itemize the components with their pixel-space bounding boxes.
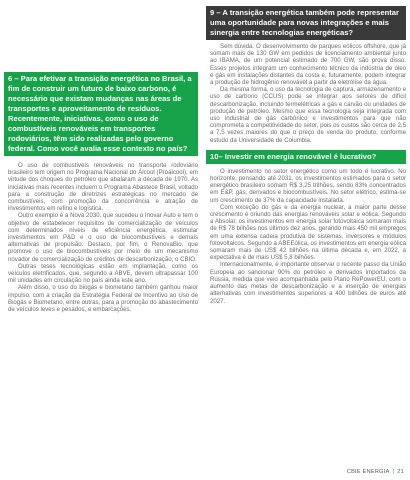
question-9-answer — [206, 43, 406, 144]
question-9-heading: 9 – A transição energética também pode representar uma oportunidade para novas integrações e mais sinergia entre tecnologias energéticas? — [206, 6, 406, 40]
paragraph: Sem dúvida. O desenvolvimento de parques eólicos offshore, que já somam mais de 130 GW em pedidos de licenciamento ambiental junto ao IBAMA, de um potencial estimado de 700 GW, são prova disso. Esses projetos integram um conhecimento técnico da indústria de óleo e gás em instalações distantes da costa e, futuramente, podem integrar a produção de hidrogênio renovável a partir da eletrólise da água. — [210, 43, 406, 87]
paragraph: Internacionalmente, é importante observar o recente passo da União Europeia ao sancionar 90% do petróleo e derivados importados da Rússia, medida que veio acompanhada pelo Plano RePowerEU, com o aumento das metas de descarbonização e a inserção de energias alternativas com investimentos superiores a 400 bilhões de euros até 2027. — [210, 261, 406, 305]
question-10-heading: 10– Investir em energia renovável é lucrativo? — [206, 150, 406, 164]
page-footer — [347, 469, 404, 475]
footer-separator: | — [392, 469, 395, 475]
right-column — [206, 6, 406, 305]
question-6-heading: 6 – Para efetivar a transição energética no Brasil, a fim de construir um futuro de baixo carbono, é necessário que existam mudanças nas áreas de transportes e aproveitamento de resíduos. Recentemente, iniciativas, como o uso de combustíveis renováveis em transportes rodoviários, têm sido realizadas pelo governo federal. Como você avalia esse contexto no país? — [4, 72, 198, 156]
question-10-answer — [206, 168, 406, 305]
paragraph: O investimento no setor energético como um todo é lucrativo. No horizonte, pensando até 2031, os investimentos estimados para o setor energético brasileiro somam R$ 3,25 trilhões, sendo 83% concentrados em E&P, gás, derivados e biocombustíveis. No setor elétrico, estima-se um crescimento de 37% da capacidade instalada. — [210, 167, 406, 204]
page-number: 21 — [397, 469, 404, 475]
paragraph: Além disso, o uso do biogás e biometano também ganhou maior impulso, com a criação da Estratégia Federal de Incentivo ao Uso de Biogás e Biometano, entre outras, para a promoção do abastecimento de veículos leves e pesados, e embarcações. — [8, 284, 198, 314]
question-6-answer — [4, 162, 198, 313]
left-column — [4, 72, 198, 313]
paragraph: Da mesma forma, o uso da tecnologia de captura, armazenamento e uso de carbono (CCUS) pode se integrar aos setores de difícil descarbonização, incluindo termelétricas a gás e carvão ou unidades de produção de petróleo. Mesmo que essa tecnologia seja integrada com uso industrial de gás carbônico e investimentos para que não comprometa a competitividade do setor, pois os custos são cerca de 2,5 a 7,5 vezes maiores do que o preço de venda do produto, conforme estudo da Universidade de Columbia. — [210, 86, 406, 144]
footer-label: CBIE ENERGIA — [346, 469, 390, 475]
paragraph: O uso de combustíveis renováveis no transporte rodoviário brasileiro tem origem no Programa Nacional do Álcool (Proálcool), em virtude dos choques do petróleo que abalaram a década de 1970. As iniciativas mais recentes incluem o Programa Abastece Brasil, voltado para a construção de diretrizes estratégicas no mercado de combustíveis, com promoção da concorrência e atração de investimentos em refino e logística. — [8, 162, 198, 213]
paragraph: Outro exemplo é a Nova 2030, que sucedeu o Inovar Auto e tem o objetivo de estabelecer requisitos de comercialização de veículos com determinados níveis de eficiência energética, estimular investimentos em P&D e o uso de biocombustíveis e demais alternativas de propulsão. Destaco, por fim, o RenovaBio, que promove o uso de biocombustíveis por meio de um mecanismo novador de comercialização de créditos de descarbonização, o CBIO. — [8, 212, 198, 263]
paragraph: Outras teses tecnológicas estão em implantação, como os veículos eletrificados, que, segundo a ABVE, devem ultrapassar 100 mil unidades em circulação no país ainda este ano. — [8, 262, 198, 285]
paragraph: Com exceção do gás e da energia nuclear, a maior parte desse crescimento é oriundo das energias renováveis solar e eólica. Segundo a Absolar, os investimentos em energia solar fotovoltaica somaram mais de R$ 78 bilhões nos últimos dez anos, gerando mais 450 mil empregos em uma extensa cadeia produtiva de sistemas, inversores e módulos fotovoltaicos. Segundo a ABEEólica, os investimentos em energia eólica somaram mais de US$ 42 bilhões na última década e, em 2022, a expectativa é de mais US$ 5,8 bilhões. — [210, 203, 406, 262]
